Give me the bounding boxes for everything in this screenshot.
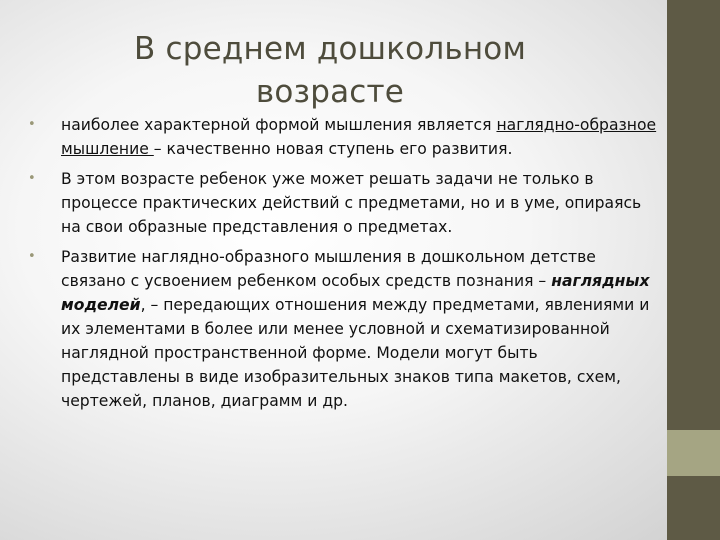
bullet-1-text-after: – качественно новая ступень его развития.: [153, 140, 513, 158]
title-line-1: В среднем дошкольном: [133, 31, 527, 67]
bullet-item-2: [28, 167, 658, 239]
bullet-marker: •: [28, 249, 36, 264]
title-line-2: возрасте: [255, 74, 405, 110]
bullet-marker: •: [28, 171, 36, 186]
bullet-item-1: [28, 113, 658, 161]
bullet-1-text-before: наиболее характерной формой мышления является: [61, 116, 497, 134]
bullet-3-emphasis: наглядных моделей: [61, 272, 650, 314]
bullet-marker: •: [28, 117, 36, 132]
bullet-list: [28, 113, 658, 419]
bullet-item-3: [28, 245, 658, 413]
bullet-3-text-before: Развитие наглядно-образного мышления в дошкольном детстве связано с усвоением ребенком особых средств познания –: [61, 248, 596, 290]
bullet-2-text: В этом возрасте ребенок уже может решать задачи не только в процессе практических действий с предметами, но и в уме, опираясь на свои образные представления о предметах.: [61, 170, 642, 236]
side-accent-block: [667, 430, 720, 476]
bullet-1-underlined-term: наглядно-образное мышление: [61, 116, 657, 158]
bullet-3-text-after: , – передающих отношения между предметами, явлениями и их элементами в более или менее условной и схематизированной наглядной пространственной форме. Модели могут быть представлены в виде изобразительных знаков типа макетов, схем, чертежей, планов, диаграмм и др.: [61, 296, 650, 410]
slide-title: [40, 28, 620, 114]
